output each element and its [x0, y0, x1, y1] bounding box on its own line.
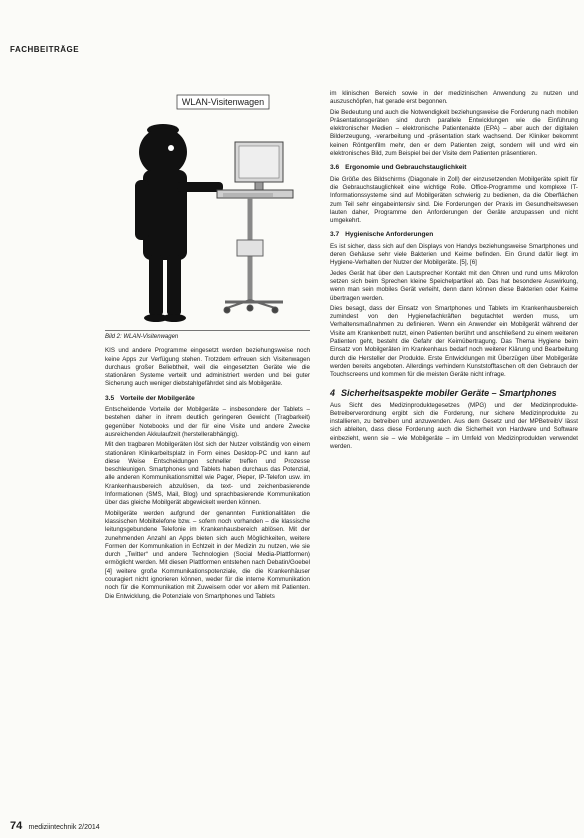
paragraph: im klinischen Bereich sowie in der medizinischen Anwendung zu nutzen und auszuschöpfen, hat gerade erst begonnen.: [330, 90, 578, 106]
paragraph: Jedes Gerät hat über den Lautsprecher Kontakt mit den Ohren und rund ums Mikrofon setzen sich beim Sprechen kleine Speichelpartikel ab. Das hat besondere Auswirkung, wenn man sein mobiles Gerät verleiht, denn dann können diese Bakterien oder Keime übertragen werden.: [330, 269, 578, 302]
figure-label: WLAN-Visitenwagen: [181, 97, 265, 107]
paragraph: Die Bedeutung und auch die Notwendigkeit beziehungsweise die Forderung nach mobilen Präsentationsgeräten sind durch parallele Entwicklungen wie die Einführung elektronischer Medien – elektronische Patientenakte (EPA) – aber auch der digitalen Bilderzeugung, -verarbeitung und -präsentation stark wachsend. Der Kliniker bekommt keinen Röntgenfilm mehr, den er dem Patienten zeigt, sondern will und wird ein elektronisches Bild, zum Beispiel bei der Visite dem Patienten präsentieren.: [330, 108, 578, 158]
visitenwagen-illustration: [105, 90, 310, 330]
figure-caption: Bild 2: WLAN-Visitenwagen: [105, 334, 179, 340]
heading-4: [330, 388, 578, 398]
heading-3-7: [330, 231, 578, 239]
page-number: 74: [10, 820, 23, 832]
person-silhouette: [135, 124, 223, 322]
paragraph: KIS und andere Programme eingesetzt werden beziehungsweise noch keine Apps zur Verfügung stehen. Trotzdem erfreuen sich Visitenwagen durchaus großer Beliebtheit, weil die eingesetzten Geräte wie die stationären Systeme verteilt und administriert werden und bei guter Sicherung auch weniger diebstahlgefährdet sind als Mobilgeräte.: [105, 347, 310, 388]
heading-number: 3.7: [330, 231, 340, 239]
paragraph: Mobilgeräte werden aufgrund der genannten Funktionalitäten die klassischen Mobiltelefone bzw. – sofern noch vorhanden – die klassische leitungsgebundene Telefonie im Krankenhausbereich ablösen. Mit der zunehmenden Anzahl an Apps bieten sich auch Möglichkeiten, weitere Formen der Kommunikation in Echtzeit in der Medizin zu nutzen, wie sie durch „Twitter“ und andere Technologien (Social Media-Plattformen) ermöglicht werden. Mit diesen Plattformen entstehen nach Debatin/Goebel [4] weitere große Kommunikationspotenziale, die die Krankenhäuser couragiert nicht ignorieren können, weder für die interne Kommunikation noch für die Kommunikation mit Zuweisern oder vor allem mit Patienten. Die Entwicklung, die Potenziale von Smartphones und Tablets: [105, 509, 310, 600]
visitenwagen-cart: [217, 142, 293, 313]
heading-number: 4: [330, 387, 336, 398]
right-column: [330, 90, 578, 453]
left-column: [105, 90, 310, 603]
page-footer: [10, 820, 100, 832]
heading-title: Hygienische Anforderungen: [345, 231, 434, 239]
paragraph: Entscheidende Vorteile der Mobilgeräte – insbesondere der Tablets – bestehen daher in ihrem deutlich geringeren Gewicht (Tragbarkeit) gegenüber Notebooks und der für eine Visite und andere Zwecke ausreichenden Akkulaufzeit (herstellerabhängig).: [105, 406, 310, 438]
person-eye: [168, 145, 174, 151]
heading-title: Ergonomie und Gebrauchstauglichkeit: [345, 164, 467, 172]
figure: [105, 90, 310, 331]
paragraph: Dies besagt, dass der Einsatz von Smartphones und Tablets im Krankenhausbereich zumindest von den Hygienefachkräften begutachtet werden muss, um Verhaltensmaßnahmen zu definieren. Wenn ein Anwender ein Mobilgerät während der Visite am Krankenbett nutzt, einen Patienten berührt und anschließend zu einem weiteren Patienten geht, besteht die Gefahr der Keimübertragung. Das Thema Hygiene beim Einsatz von Mobilgeräten im Krankenhaus bedarf noch weiterer Klärung und Bearbeitung durch die Hersteller der Produkte. Erste Entwicklungen mit Überzügen über Mobilgeräte werden bereits angeboten. Allerdings verhindern Kunststofftaschen oft den Gebrauch der Touchscreens und kommen für die meisten Geräte nicht infrage.: [330, 304, 578, 379]
heading-3-5: [105, 395, 310, 403]
heading-3-6: [330, 164, 578, 172]
heading-number: 3.5: [105, 394, 115, 402]
paragraph: Mit den tragbaren Mobilgeräten löst sich der Nutzer vollständig von einem stationären Klinikarbeitsplatz in Form eines Desktop-PC und kann auf diese Weise Entscheidungen schneller treffen und Prozesse beschleunigen. Smartphones und Tablets haben durchaus das Potenzial, alle anderen Kommunikationsmittel wie Pager, Pieper, IP-Telefon usw. im Krankenhausbereich abzulösen, da text- und zeichenbasierende Informationen (SMS, Mail, Blog) und sprachbasierende Kommunikation über das gleiche Mobilgerät abgewickelt werden können.: [105, 441, 310, 507]
journal-name: mediziintechnik 2/2014: [28, 824, 100, 831]
section-label: FACHBEITRÄGE: [10, 45, 80, 54]
heading-title: Vorteile der Mobilgeräte: [120, 394, 195, 402]
heading-number: 3.6: [330, 164, 340, 172]
paragraph: Die Größe des Bildschirms (Diagonale in Zoll) der einzusetzenden Mobilgeräte spielt für die Gebrauchstauglichkeit eine wichtige Rolle. Office-Programme und komplexe IT-Informationssysteme sind auf Mobilgeräten schwierig zu bedienen, da die Oberflächen zum Teil sehr eingabeintensiv sind. Die Forderungen der Praxis im Gesundheitswesen lauten daher, Programme den Anforderungen der Geräte anzupassen und nicht umgekehrt.: [330, 175, 578, 225]
heading-title: Sicherheitsaspekte mobiler Geräte – Smartphones: [341, 387, 557, 398]
paragraph: Aus Sicht des Medizinproduktegesetzes (MPG) und der Medizinprodukte-Betreiberverordnung ergibt sich die Forderung, nur sichere Medizinprodukte zu installieren, zu betreiben und anzuwenden. Aus dem Gesetz und der MPBetreibV lässt sich ableiten, dass diese Forderung auch die Sicherheit von Hardware und Software einbezieht, wenn sie – wie Mobilgeräte – im Umfeld von Medizinprodukten verwendet werden.: [330, 401, 578, 450]
paragraph: Es ist sicher, dass sich auf den Displays von Handys beziehungsweise Smartphones und deren Gehäuse sehr viele Bakterien und Keime befinden. Ein Grund dafür liegt im Hygiene-Verhalten der Nutzer der Mobilgeräte. [5], [6]: [330, 242, 578, 267]
